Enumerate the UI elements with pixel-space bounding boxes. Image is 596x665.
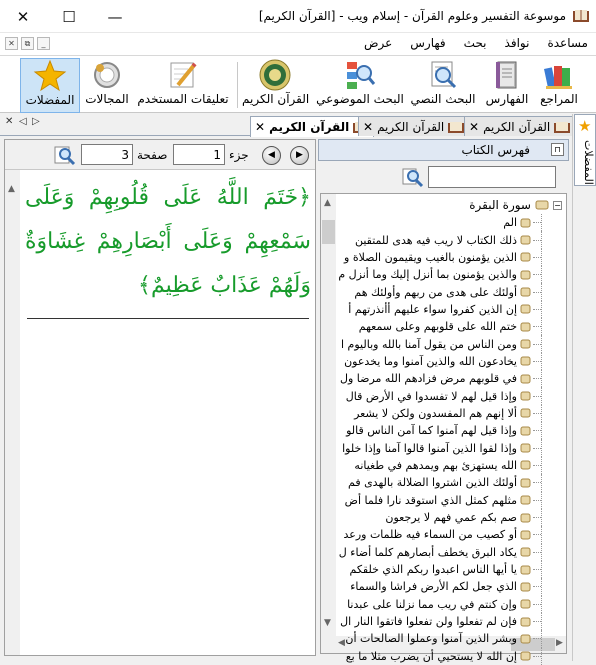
tree-entry-label: يكاد البرق يخطف أبصارهم كلما أضاء ل (338, 545, 517, 559)
tree-connector (533, 448, 541, 449)
scroll-leaf-icon (520, 322, 531, 332)
part-label: جزء (229, 148, 249, 162)
verse-divider (27, 318, 309, 319)
minimize-window-button[interactable]: — (107, 7, 123, 26)
indexes-button[interactable] (484, 58, 530, 113)
maximize-window-button[interactable]: ☐ (62, 7, 76, 26)
tree-entry[interactable] (332, 509, 542, 526)
next-page-button[interactable]: ▶ (290, 146, 309, 165)
scroll-leaf-icon (520, 235, 531, 245)
tree-entry-label: ومن الناس من يقول آمنا بالله وباليوم ا (341, 337, 517, 351)
tree-entry-label: في قلوبهم مرض فزادهم الله مرضا ول (339, 372, 517, 386)
collapse-icon[interactable]: − (554, 200, 561, 210)
verse-close-bracket: ﴾ (138, 273, 151, 298)
scroll-left-arrow[interactable]: ◀ (338, 638, 345, 648)
text-search-icon (426, 58, 460, 92)
scroll-down-arrow[interactable]: ▼ (324, 618, 331, 628)
menu-bar (0, 33, 596, 55)
tree-entry-label: إن الله لا يستحيي أن يضرب مثلا ما بع (345, 649, 517, 663)
tree-connector (533, 257, 541, 258)
tab-label: القرآن الكريم (377, 119, 445, 134)
tree-connector (533, 413, 541, 414)
favorites-label: المفضلات (25, 93, 75, 107)
tab-label: القرآن الكريم (483, 119, 551, 134)
scroll-right-arrow[interactable]: ▶ (556, 638, 563, 648)
tree-entry-label: الذي جعل لكم الأرض فراشا والسماء (350, 580, 517, 594)
tree-connector (533, 344, 541, 345)
tree-connector (533, 361, 541, 362)
tree-connector (533, 482, 541, 483)
tree-connector (533, 274, 541, 275)
text-search-button[interactable] (410, 58, 476, 113)
mdi-restore-button[interactable]: ⧉ (21, 37, 34, 50)
tree-entry[interactable] (332, 283, 542, 300)
close-window-button[interactable]: ✕ (16, 7, 30, 26)
text-search-label: البحث النصي (410, 92, 476, 106)
part-number-input[interactable] (173, 144, 225, 165)
ribbon-separator (237, 62, 238, 108)
tree-entry[interactable] (332, 318, 542, 335)
tree-entry[interactable] (332, 301, 542, 318)
previous-page-button[interactable]: ◀ (262, 146, 281, 165)
tree-entry[interactable] (332, 266, 542, 283)
scroll-leaf-icon (520, 530, 531, 540)
tree-entry-label: الذين يؤمنون بالغيب ويقيمون الصلاة و (344, 250, 517, 264)
index-search-input[interactable] (428, 166, 556, 188)
tree-entry[interactable] (332, 457, 542, 474)
tab-close-icon[interactable]: ✕ (255, 120, 266, 134)
quran-reader-pane (4, 139, 316, 656)
verse-text-block (25, 176, 311, 308)
user-comments-button[interactable] (134, 58, 232, 113)
tree-entry[interactable] (332, 492, 542, 509)
tree-root-node[interactable] (469, 198, 562, 212)
tree-entry-label: وإذا قيل لهم لا تفسدوا في الأرض قال (345, 389, 517, 403)
tree-entry-label: يا أيها الناس اعبدوا ربكم الذي خلقكم (349, 563, 517, 577)
tree-entry[interactable] (332, 561, 542, 578)
book-tab-icon (554, 121, 570, 133)
tree-entry-label: إن الذين كفروا سواء عليهم أأنذرتهم أ (348, 302, 517, 316)
tree-entry-label: ألا إنهم هم المفسدون ولكن لا يشعر (354, 406, 517, 420)
tree-entry-label: ختم الله على قلوبهم وعلى سمعهم (358, 320, 517, 334)
tree-entry[interactable] (332, 544, 542, 561)
quran-button[interactable] (242, 58, 308, 113)
scroll-leaf-icon (520, 547, 531, 557)
reader-scrollbar[interactable] (5, 170, 20, 655)
page-number-input[interactable] (81, 144, 133, 165)
tree-entry-list (332, 214, 542, 665)
tree-connector (533, 326, 541, 327)
scroll-leaf-icon (520, 634, 531, 644)
tree-connector (533, 638, 541, 639)
tree-connector (533, 552, 541, 553)
tree-entry[interactable] (332, 526, 542, 543)
scroll-leaf-icon (520, 356, 531, 366)
star-icon (33, 59, 67, 93)
tree-entry-label: وإذا لقوا الذين آمنوا قالوا آمنا وإذا خلوا (342, 441, 517, 455)
tree-entry-label: ذلك الكتاب لا ريب فيه هدى للمتقين (354, 233, 517, 247)
topic-search-icon (343, 58, 377, 92)
index-panel-header (318, 139, 569, 161)
tab-quran[interactable] (464, 116, 575, 136)
fields-button[interactable] (84, 58, 130, 113)
tree-connector (533, 621, 541, 622)
tab-quran-active[interactable] (250, 116, 374, 137)
tree-connector (533, 396, 541, 397)
scroll-leaf-icon (520, 304, 531, 314)
tree-entry[interactable] (332, 613, 542, 630)
tree-entry[interactable] (332, 439, 542, 456)
scroll-leaf-icon (520, 374, 531, 384)
scroll-leaf-icon (520, 495, 531, 505)
menu-view[interactable]: عرض (363, 36, 393, 50)
topic-search-button[interactable] (314, 58, 406, 113)
tree-entry[interactable] (332, 578, 542, 595)
tree-connector (533, 517, 541, 518)
menu-windows[interactable]: نوافذ (504, 36, 530, 50)
tree-connector (533, 378, 541, 379)
tab-label: القرآن الكريم (269, 120, 350, 134)
scroll-leaf-icon (520, 582, 531, 592)
scroll-leaf-icon (520, 617, 531, 627)
tree-entry-label: يخادعون الله والذين آمنوا وما يخدعون (344, 354, 517, 368)
favorites-side-label: المفضلات (582, 140, 595, 185)
menu-help[interactable]: مساعدة (547, 36, 588, 50)
page-label: صفحة (137, 148, 168, 162)
user-comments-label: تعليقات المستخدم (137, 92, 229, 106)
mdi-minimize-button[interactable]: _ (37, 37, 50, 50)
tree-entry-label: الله يستهزئ بهم ويمدهم في طغيانه (354, 458, 517, 472)
scroll-leaf-icon (520, 408, 531, 418)
tree-entry-label: الم (503, 216, 517, 230)
tree-entry[interactable] (332, 474, 542, 491)
tree-entry-label: والذين يؤمنون بما أنزل إليك وما أنزل م (338, 268, 517, 282)
scroll-up-arrow[interactable]: ▲ (8, 184, 15, 194)
references-button[interactable] (538, 58, 580, 113)
scroll-leaf-icon (520, 426, 531, 436)
tree-entry-label: أولئك على هدى من ربهم وأولئك هم (354, 285, 517, 299)
tab-close-icon[interactable]: ✕ (363, 119, 374, 134)
tree-connector (533, 569, 541, 570)
tab-close-icon[interactable]: ✕ (469, 119, 480, 134)
tree-connector (533, 222, 541, 223)
tree-connector (533, 240, 541, 241)
fields-icon (90, 58, 124, 92)
scroll-leaf-icon (520, 252, 531, 262)
scroll-leaf-icon (520, 478, 531, 488)
mdi-close-button[interactable]: ✕ (5, 37, 18, 50)
tree-root-label: سورة البقرة (469, 198, 531, 212)
tree-connector (533, 430, 541, 431)
books-icon (542, 58, 576, 92)
index-icon (490, 58, 524, 92)
menu-search[interactable]: بحث (463, 36, 487, 50)
verse-text: خَتَمَ اللَّهُ عَلَى قُلُوبِهِمْ وَعَلَى سَمْعِهِمْ وَعَلَى أَبْصَارِهِمْ غِشَاوَةٌ وَلَهُمْ عَذَابٌ عَظِيمٌ (25, 185, 311, 298)
topic-search-label: البحث الموضوعي (316, 92, 404, 106)
scroll-leaf-icon (520, 460, 531, 470)
reader-toolbar (5, 140, 315, 170)
tree-entry-label: وإذا قيل لهم آمنوا كما آمن الناس قالو (346, 424, 517, 438)
tree-entry[interactable] (332, 648, 542, 665)
tab-scroll-right-button[interactable]: ▷ (32, 116, 40, 127)
tree-connector (533, 604, 541, 605)
book-index-pane (318, 139, 569, 663)
quran-icon (258, 58, 292, 92)
favorites-side-strip (572, 114, 596, 661)
tree-entry[interactable] (332, 596, 542, 613)
tree-connector (533, 500, 541, 501)
search-icon[interactable] (53, 144, 77, 166)
index-panel-title: فهرس الكتاب (461, 143, 530, 157)
references-label: المراجع (540, 92, 578, 106)
ribbon-toolbar (0, 55, 596, 113)
tree-connector (533, 586, 541, 587)
tree-connector (533, 309, 541, 310)
tree-entry[interactable] (332, 353, 542, 370)
favorites-button[interactable] (20, 58, 80, 113)
close-all-tabs-button[interactable]: ✕ (5, 116, 14, 127)
tree-entry-label: أو كصيب من السماء فيه ظلمات ورعد (343, 528, 517, 542)
book-tab-icon (448, 121, 464, 133)
app-book-icon (572, 8, 590, 24)
tree-entry[interactable] (332, 387, 542, 404)
tab-quran[interactable] (358, 116, 469, 136)
tab-scroll-left-button[interactable]: ◁ (19, 116, 27, 127)
quran-label: القرآن الكريم (242, 92, 310, 106)
pin-icon[interactable]: ⊓ (551, 143, 564, 156)
tree-entry[interactable] (332, 630, 542, 647)
index-tree (320, 193, 567, 663)
tree-connector (533, 656, 541, 657)
tree-connector (533, 292, 541, 293)
tree-connector (533, 465, 541, 466)
scroll-leaf-icon (520, 443, 531, 453)
star-icon: ★ (578, 117, 592, 135)
tree-entry-label: صم بكم عمي فهم لا يرجعون (385, 511, 517, 525)
tree-entry[interactable] (332, 405, 542, 422)
fields-label: المجالات (85, 92, 129, 106)
favorites-side-tab[interactable] (574, 114, 596, 186)
scroll-up-arrow[interactable]: ▲ (324, 198, 331, 208)
tree-entry[interactable] (332, 370, 542, 387)
search-icon[interactable] (402, 167, 424, 187)
tree-connector (533, 534, 541, 535)
tree-entry-label: وإن كنتم في ريب مما نزلنا على عبدنا (347, 597, 517, 611)
scroll-leaf-icon (520, 513, 531, 523)
scroll-leaf-icon (520, 599, 531, 609)
verse-open-bracket: ﴿ (298, 185, 311, 210)
tree-entry-label: أولئك الذين اشتروا الضلالة بالهدى فم (348, 476, 517, 490)
tree-entry[interactable] (332, 214, 542, 231)
document-tab-bar (0, 114, 571, 136)
scroll-leaf-icon (520, 651, 531, 661)
tree-entry-label: وبشر الذين آمنوا وعملوا الصالحات أن (345, 632, 517, 646)
scroll-leaf-icon (520, 391, 531, 401)
title-bar (0, 0, 596, 33)
scroll-leaf-icon (520, 339, 531, 349)
scroll-leaf-icon (520, 218, 531, 228)
tree-entry-label: مثلهم كمثل الذي استوقد نارا فلما أض (344, 493, 517, 507)
menu-indexes[interactable]: فهارس (410, 36, 446, 50)
scroll-leaf-icon (520, 565, 531, 575)
scroll-leaf-icon (520, 287, 531, 297)
tree-entry-label: فإن لم تفعلوا ولن تفعلوا فاتقوا النار ال (340, 615, 517, 629)
tree-entry[interactable] (332, 231, 542, 248)
tree-entry[interactable] (332, 335, 542, 352)
tree-entry[interactable] (332, 422, 542, 439)
pencil-note-icon (166, 58, 200, 92)
window-title: موسوعة التفسير وعلوم القرآن - إسلام ويب - [القرآن الكريم] (258, 9, 566, 23)
indexes-label: الفهارس (485, 92, 529, 106)
scroll-leaf-icon (520, 270, 531, 280)
tree-entry[interactable] (332, 249, 542, 266)
scroll-leaf-icon (535, 200, 549, 210)
